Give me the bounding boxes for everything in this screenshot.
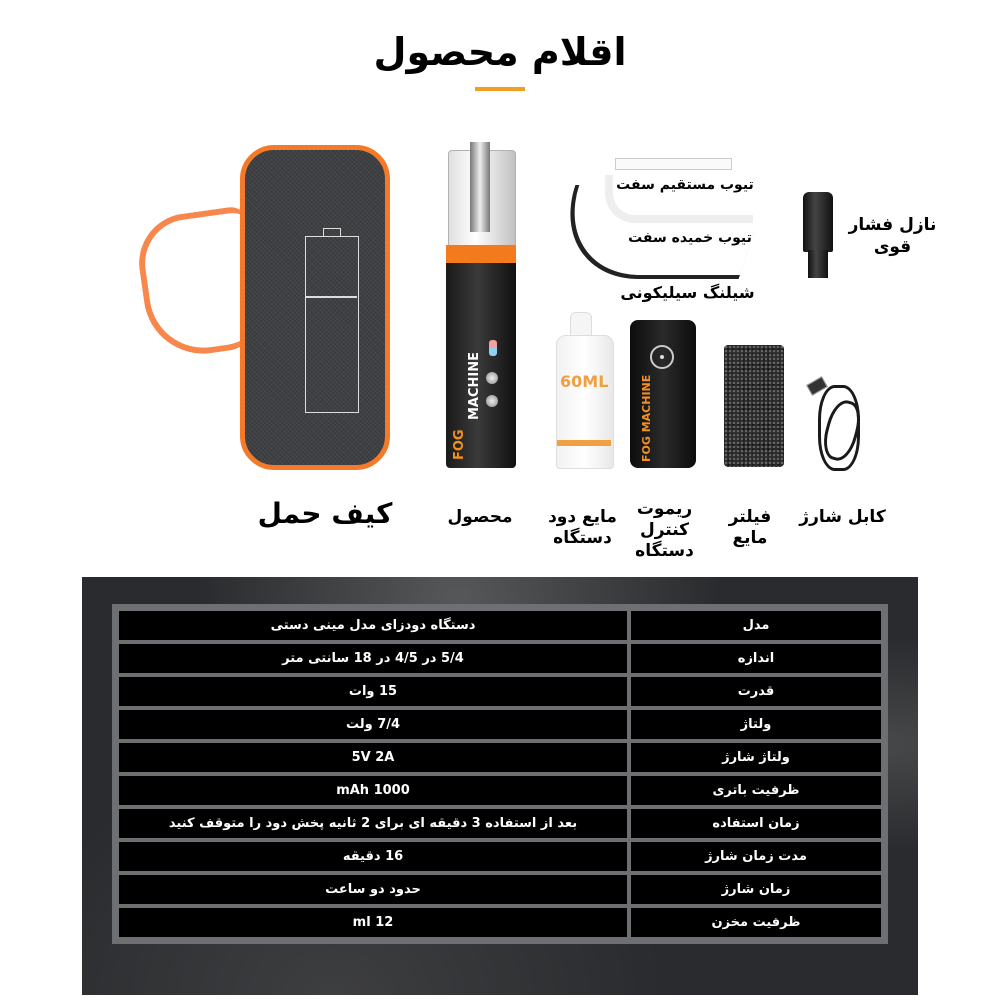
remote-label-line1: ریموت: [636, 499, 693, 519]
spec-value: حدود دو ساعت: [119, 875, 627, 904]
led-indicator-icon: [489, 340, 497, 356]
liquid-bottle-stripe: [557, 440, 611, 446]
spec-row: [119, 809, 881, 838]
spec-value: 12 ml: [119, 908, 627, 937]
filter-label-line1: فیلتر: [728, 507, 772, 527]
nozzle-label-line1: نازل فشار: [848, 215, 937, 235]
cable-label: کابل شارژ: [799, 507, 886, 527]
spec-key: مدل: [631, 611, 881, 640]
spec-key: زمان شارژ: [631, 875, 881, 904]
filter-sponge-image: [724, 345, 784, 467]
spec-key: اندازه: [631, 644, 881, 673]
spec-value: 5V 2A: [119, 743, 627, 772]
device-brand-machine: MACHINE: [467, 351, 482, 420]
spec-value: mAh 1000: [119, 776, 627, 805]
filter-label-line2: مایع: [732, 528, 768, 548]
spec-row: [119, 677, 881, 706]
spec-row: [119, 644, 881, 673]
spec-row: [119, 611, 881, 640]
specs-table: [112, 604, 888, 944]
spec-value: دستگاه دودزای مدل مینی دستی: [119, 611, 627, 640]
spec-value: 7/4 ولت: [119, 710, 627, 739]
spec-key: ظرفیت مخزن: [631, 908, 881, 937]
spec-row: [119, 776, 881, 805]
nozzle-label-line2: قوی: [873, 237, 912, 257]
silicone-hose-label: شیلنگ سیلیکونی: [620, 283, 755, 302]
device-button-icon: [486, 395, 498, 407]
spec-key: ظرفیت باتری: [631, 776, 881, 805]
bent-tube-label: تیوب خمیده سفت: [628, 230, 752, 246]
spec-row: [119, 710, 881, 739]
product-label: محصول: [447, 507, 513, 527]
spec-row: [119, 842, 881, 871]
device-atomizer: [470, 142, 490, 232]
nozzle-image: [803, 192, 833, 252]
liquid-bottle-text: 60ML: [560, 372, 609, 391]
title-underline: [475, 87, 525, 91]
spec-row: [119, 875, 881, 904]
remote-label-line2: کنترل: [639, 520, 690, 540]
remote-brand-text: FOG MACHINE: [640, 374, 653, 462]
spec-key: مدت زمان شارژ: [631, 842, 881, 871]
spec-key: زمان استفاده: [631, 809, 881, 838]
spec-value: 16 دقیقه: [119, 842, 627, 871]
device-brand-fog: FOG: [452, 429, 467, 460]
remote-button-center: [660, 355, 664, 359]
spec-value: بعد از استفاده 3 دقیقه ای برای 2 ثانیه پخش دود را متوقف کنید: [119, 809, 627, 838]
page-title: اقلام محصول: [373, 30, 627, 74]
spec-value: 15 وات: [119, 677, 627, 706]
spec-row: [119, 743, 881, 772]
device-orange-ring: [446, 245, 516, 263]
liquid-label-line1: مایع دود: [548, 507, 617, 527]
spec-key: قدرت: [631, 677, 881, 706]
spec-value: 5/4 در 4/5 در 18 سانتی متر: [119, 644, 627, 673]
spec-key: ولتاژ: [631, 710, 881, 739]
liquid-bottle-image: [556, 335, 614, 469]
device-button-icon: [486, 372, 498, 384]
case-battery-graphic: [305, 236, 359, 413]
liquid-label-line2: دستگاه: [553, 528, 612, 548]
case-battery-divider: [305, 296, 357, 298]
spec-key: ولتاژ شارژ: [631, 743, 881, 772]
straight-tube-label: تیوب مستقیم سفت: [616, 177, 754, 193]
carry-case-label: کیف حمل: [257, 497, 393, 530]
remote-label-line3: دستگاه: [635, 541, 694, 561]
spec-row: [119, 908, 881, 937]
nozzle-tip: [808, 250, 828, 278]
straight-tube-image: [615, 158, 732, 170]
